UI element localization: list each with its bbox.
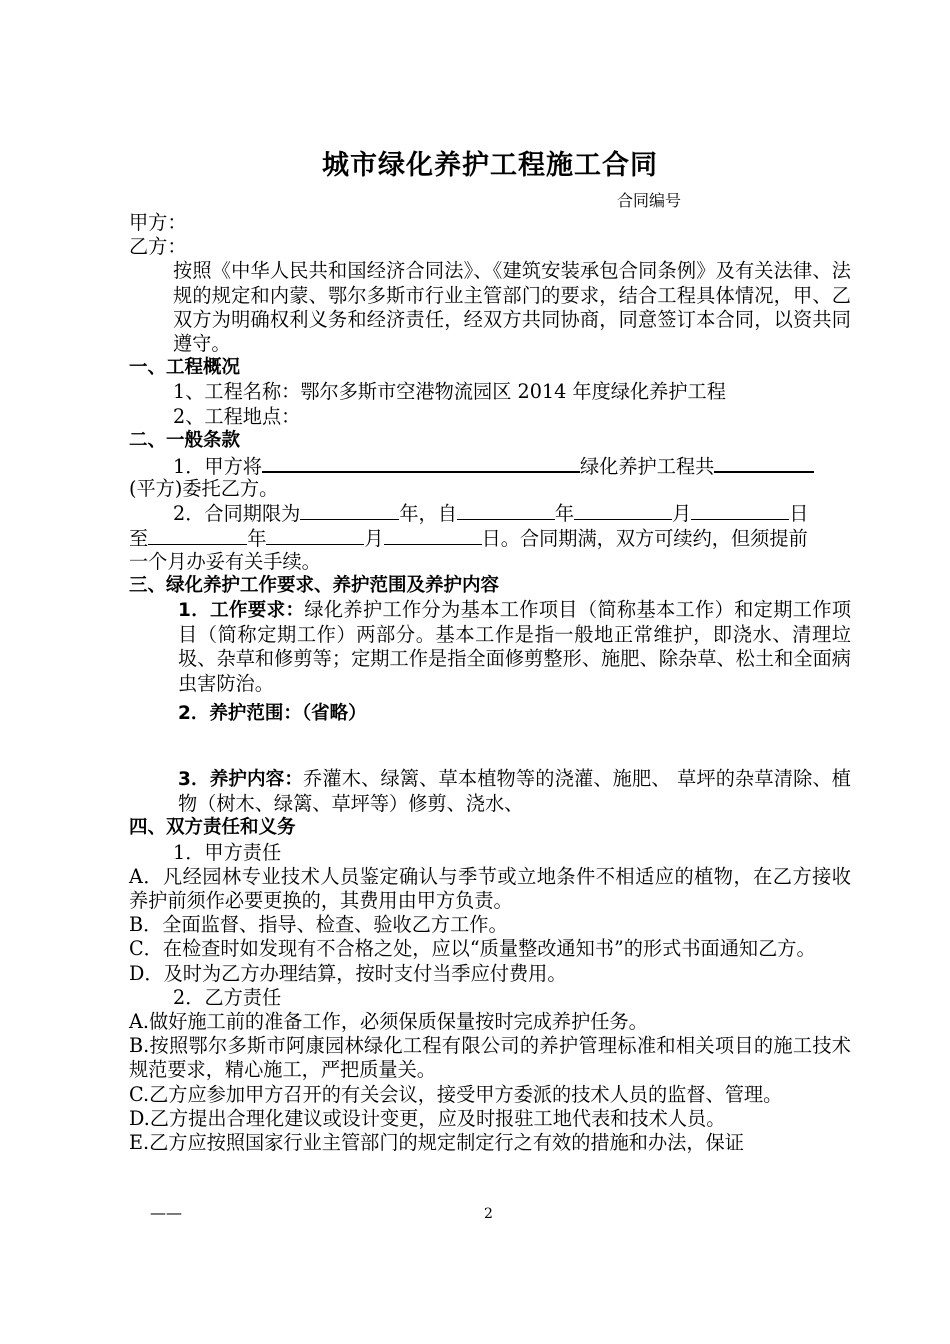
start-day-blank	[691, 501, 789, 520]
party-b-line: 乙方：	[129, 235, 187, 259]
document-title: 城市绿化养护工程施工合同	[322, 150, 658, 181]
contract-number-label: 合同编号	[617, 191, 682, 210]
party-b-duties-title: 2．乙方责任	[173, 985, 282, 1009]
general-term-2-end: 一个月办妥有关手续。	[129, 549, 321, 573]
general-term-2-cont: 至 年 月 日。合同期满，双方可续约，但须提前	[129, 526, 808, 550]
period-years-blank	[300, 501, 399, 520]
general-term-2-line: 2．合同期限为 年，自 年 月 日	[173, 502, 809, 526]
page-number: 2	[484, 1206, 493, 1222]
start-month-blank	[574, 501, 672, 520]
end-month-blank	[266, 526, 364, 545]
party-b-duty-a: A.做好施工前的准备工作，必须保质保量按时完成养护任务。	[129, 1010, 648, 1034]
project-name-line: 1、工程名称：鄂尔多斯市空港物流园区 2014 年度绿化养护工程	[173, 380, 726, 404]
maintenance-content-label: 3．养护内容：	[178, 769, 304, 791]
end-day-blank	[384, 526, 482, 545]
project-location-line: 2、工程地点：	[173, 404, 301, 428]
party-b-duty-e: E.乙方应按照国家行业主管部门的规定制定行之有效的措施和办法，保证	[129, 1131, 744, 1155]
general-term-1-cont: (平方)委托乙方。	[129, 477, 279, 501]
party-a-duty-a: A．凡经园林专业技术人员鉴定确认与季节或立地条件不相适应的植物，在乙方接收养护前须作必要更换的，其费用由甲方负责。	[129, 864, 851, 913]
section-2-heading: 二、一般条款	[129, 429, 241, 451]
party-b-duty-b: B.按照鄂尔多斯市阿康园林绿化工程有限公司的养护管理标准和相关项目的施工技术规范要求，精心施工，严把质量关。	[129, 1034, 851, 1082]
party-b-duty-d: D.乙方提出合理化建议或设计变更，应及时报驻工地代表和技术人员。	[129, 1106, 726, 1130]
party-a-line: 甲方：	[129, 211, 187, 234]
party-b-duty-c: C.乙方应参加甲方召开的有关会议，接受甲方委派的技术人员的监督、管理。	[129, 1082, 783, 1106]
project-blank-field	[262, 453, 580, 473]
section-3-heading: 三、绿化养护工作要求、养护范围及养护内容	[129, 574, 500, 596]
maintenance-content-paragraph: 3．养护内容：乔灌木、绿篱、草本植物等的浇灌、施肥、 草坪的杂草清除、植物（树木、绿篱、草坪等）修剪、浇水、	[178, 767, 851, 816]
party-a-duty-b: B．全面监督、指导、检查、验收乙方工作。	[129, 913, 508, 937]
end-year-blank	[148, 526, 247, 545]
document-body	[129, 211, 851, 1155]
preamble-paragraph: 按照《中华人民共和国经济合同法》、《建筑安装承包合同条例》及有关法律、法规的规定和内蒙、鄂尔多斯市行业主管部门的要求，结合工程具体情况，甲、乙双方为明确权利义务和经济责任，经双方共同协商，同意签订本合同，以资共同遵守。	[173, 259, 851, 355]
footer-dash: ——	[150, 1203, 182, 1222]
maintenance-scope-line: 2．养护范围：（省略）	[178, 702, 367, 724]
party-a-duties-title: 1．甲方责任	[173, 840, 282, 864]
section-1-heading: 一、工程概况	[129, 357, 241, 379]
party-a-duty-d: D．及时为乙方办理结算，按时支付当季应付费用。	[129, 961, 567, 985]
work-requirements-label: 1．工作要求：	[178, 600, 305, 622]
general-term-1-line: 1．甲方将 绿化养护工程共	[129, 453, 851, 477]
area-blank-field	[714, 453, 814, 473]
party-a-duty-c: C．在检查时如发现有不合格之处，应以“质量整改通知书”的形式书面通知乙方。	[129, 937, 816, 961]
work-requirements-paragraph: 1．工作要求：绿化养护工作分为基本工作项目（简称基本工作）和定期工作项目（简称定期工作）两部分。基本工作是指一般地正常维护，即浇水、清理垃圾、杂草和修剪等；定期工作是指全面修剪整形、施肥、除杂草、松土和全面病虫害防治。	[178, 598, 852, 695]
spacer	[129, 726, 851, 767]
start-year-blank	[457, 501, 555, 520]
section-4-heading: 四、双方责任和义务	[129, 817, 296, 839]
